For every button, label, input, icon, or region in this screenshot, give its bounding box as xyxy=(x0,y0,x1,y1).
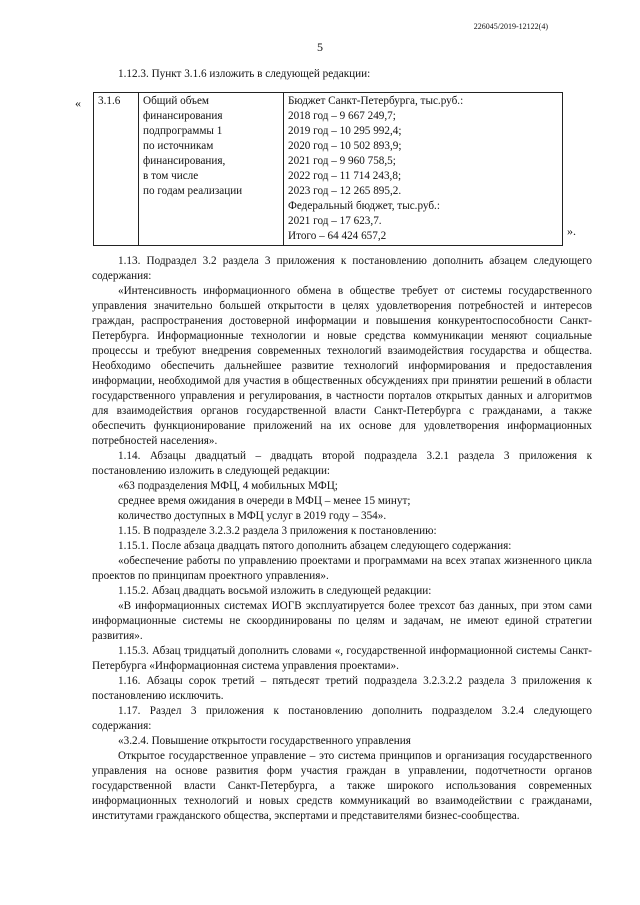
budget-line: 2021 год – 17 623,7. xyxy=(288,215,382,227)
description-line: подпрограммы 1 xyxy=(143,125,223,137)
budget-line: 2022 год – 11 714 243,8; xyxy=(288,170,402,182)
paragraph-mfc-count: «63 подразделения МФЦ, 4 мобильных МФЦ; xyxy=(118,480,338,492)
description-line: финансирования, xyxy=(143,155,226,167)
paragraph-1-15-3: 1.15.3. Абзац тридцатый дополнить словами «, государственной информационной системы Санкт-Петербурга «Информационная система управления проектами». xyxy=(92,645,592,672)
budget-line: 2021 год – 9 960 758,5; xyxy=(288,155,396,167)
item-number-cell: 3.1.6 xyxy=(94,93,139,246)
description-line: по источникам xyxy=(143,140,214,152)
paragraph-1-16: 1.16. Абзацы сорок третий – пятьдесят третий подраздела 3.2.3.2.2 раздела 3 приложения к постановлению исключить. xyxy=(92,675,592,702)
table-row xyxy=(94,93,563,246)
budget-line: 2020 год – 10 502 893,9; xyxy=(288,140,402,152)
paragraph-open-governance: Открытое государственное управление – это система принципов и организация государственного управления на основе развития форм участия граждан в управлении, подотчетности органов государственной власти Санкт-Петербурга, а также широкого использования современных информационных технологий и новых средств коммуникаций во взаимодействии с гражданами, институтами гражданского общества, экспертами и представителями бизнес-сообщества. xyxy=(92,750,592,822)
paragraph-1-15-2: 1.15.2. Абзац двадцать восьмой изложить в следующей редакции: xyxy=(118,585,432,597)
paragraph-quote-intensity: «Интенсивность информационного обмена в обществе требует от системы государственного управления значительно большей открытости в целях удовлетворения потребностей и интересов граждан, распространения достоверной информации и повышения конкурентоспособности Санкт-Петербурга. Информационные технологии и новые средства коммуникации меняют социальные процессы и требуют внедрения современных технологий взаимодействия государства и общества. Необходимо обеспечить дальнейшее развитие технологий информирования и предоставления информации, необходимой для участия в общественных обсуждениях при принятии решений в области государственного управления и регулирования, в частности порталов открытых данных и алгоритмов для взаимодействия органов государственной власти Санкт-Петербурга с гражданами, а также обеспечить функционирование приложений на их основе для удовлетворения информационных потребностей населения». xyxy=(92,285,592,447)
budget-line: 2023 год – 12 265 895,2. xyxy=(288,185,402,197)
intro-line: 1.12.3. Пункт 3.1.6 изложить в следующей редакции: xyxy=(118,68,371,80)
document-number: 226045/2019-12122(4) xyxy=(473,22,548,31)
paragraph-1-14: 1.14. Абзацы двадцатый – двадцать второй подраздела 3.2.1 раздела 3 приложения к постановлению изложить в следующей редакции: xyxy=(92,450,592,477)
description-line: финансирования xyxy=(143,110,223,122)
paragraph-mfc-wait: среднее время ожидания в очереди в МФЦ – менее 15 минут; xyxy=(118,495,411,507)
description-line: по годам реализации xyxy=(143,185,243,197)
paragraph-iogv-databases: «В информационных системах ИОГВ эксплуатируется более трехсот баз данных, при этом сами информационные системы не скоординированы по целям и задачам, не имеют единой стратегии развития». xyxy=(92,600,592,642)
paragraph-1-15-1: 1.15.1. После абзаца двадцать пятого дополнить абзацем следующего содержания: xyxy=(118,540,512,552)
paragraph-mfc-services: количество доступных в МФЦ услуг в 2019 году – 354». xyxy=(118,510,387,522)
financing-table xyxy=(93,92,563,246)
budget-line: 2019 год – 10 295 992,4; xyxy=(288,125,402,137)
table-open-quote: « xyxy=(75,96,81,110)
paragraph-3-2-4-heading: «3.2.4. Повышение открытости государственного управления xyxy=(118,735,411,747)
budget-cell xyxy=(284,93,563,246)
budget-line: Федеральный бюджет, тыс.руб.: xyxy=(288,200,440,212)
budget-line: Итого – 64 424 657,2 xyxy=(288,230,387,242)
paragraph-1-17: 1.17. Раздел 3 приложения к постановлению дополнить подразделом 3.2.4 следующего содержания: xyxy=(92,705,592,732)
item-description-cell xyxy=(139,93,284,246)
description-line: в том числе xyxy=(143,170,199,182)
paragraph-project-management: «обеспечение работы по управлению проектами и программами на всех этапах жизненного цикла проектов по принципам проектного управления». xyxy=(92,555,592,582)
paragraph-1-15: 1.15. В подразделе 3.2.3.2 раздела 3 приложения к постановлению: xyxy=(118,525,437,537)
table-close-quote: ». xyxy=(567,224,576,238)
budget-line: 2018 год – 9 667 249,7; xyxy=(288,110,396,122)
budget-line: Бюджет Санкт-Петербурга, тыс.руб.: xyxy=(288,95,464,107)
page-number: 5 xyxy=(317,40,323,54)
description-line: Общий объем xyxy=(143,95,209,107)
paragraph-1-13: 1.13. Подраздел 3.2 раздела 3 приложения к постановлению дополнить абзацем следующего содержания: xyxy=(92,255,592,282)
